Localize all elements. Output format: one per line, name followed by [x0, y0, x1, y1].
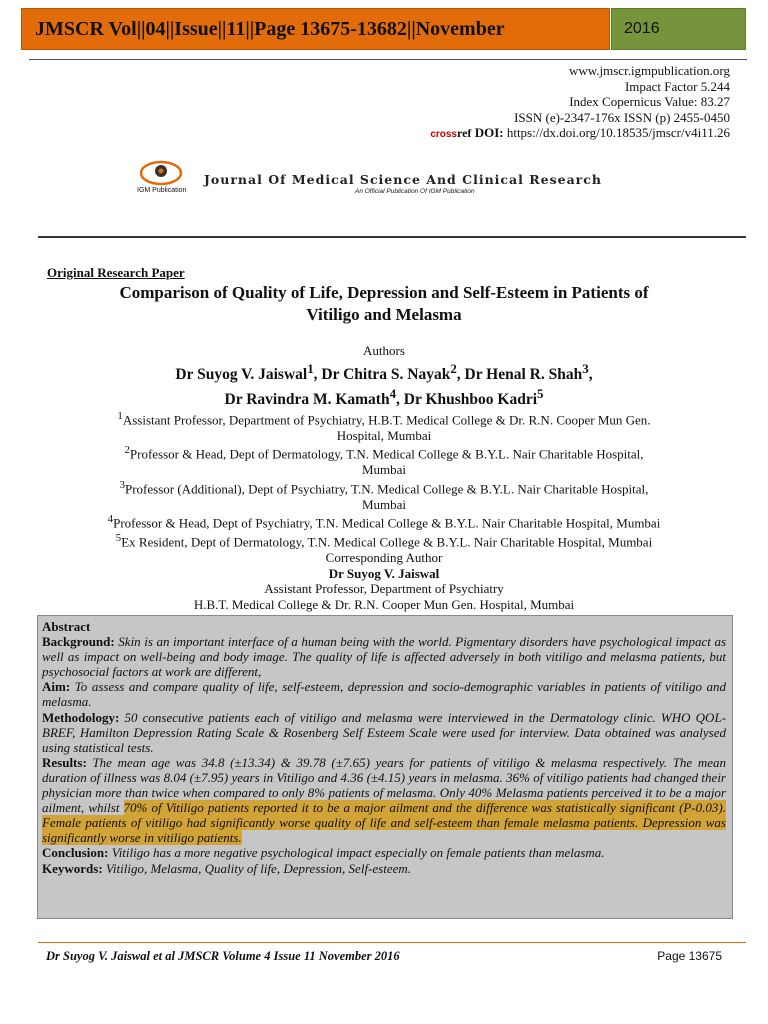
impact-factor: Impact Factor 5.244 — [624, 78, 730, 94]
title-line-2: Vitiligo and Melasma — [306, 305, 462, 324]
results-highlight: 70% of Vitiligo patients reported it to be a major ailment and the difference was statistically significant (P-0.03). Female patients of vitiligo had significantly worse quality of life and self-esteem than female melasma patients. Depression was significantly worse in vitiligo patients. — [42, 800, 726, 846]
journal-meta — [430, 63, 730, 143]
conclusion-label: Conclusion: — [42, 845, 109, 861]
index-copernicus: Index Copernicus Value: 83.27 — [569, 94, 730, 110]
author-names-line-1 — [40, 359, 728, 384]
background-label: Background: — [42, 634, 115, 650]
author-name: Dr Chitra S. Nayak — [321, 365, 451, 383]
affiliation — [40, 512, 728, 531]
affiliation-cont: Mumbai — [361, 496, 407, 512]
aim-text: To assess and compare quality of life, self-esteem, depression and socio-demographic variables in patients of vitiligo and melasma. — [42, 679, 727, 710]
footer-citation: Dr Suyog V. Jaiswal et al JMSCR Volume 4 Issue 11 November 2016 — [46, 949, 400, 963]
crossref-ref: ref — [457, 126, 472, 141]
author-sup: 2 — [450, 360, 457, 376]
corresponding-position: Assistant Professor, Department of Psychiatry — [264, 581, 504, 597]
footer-rule — [38, 942, 746, 943]
page-number: Page 13675 — [657, 949, 722, 963]
website-link[interactable]: www.jmscr.igmpublication.org — [568, 63, 730, 78]
author-sup: 5 — [537, 385, 544, 401]
crossref-logo: cross — [430, 129, 457, 141]
affiliation-sup: 1 — [117, 409, 123, 422]
author-sep: , — [588, 365, 593, 383]
affiliation-sup: 5 — [115, 532, 122, 545]
affiliation-cont: Mumbai — [361, 462, 407, 478]
author-name: Dr Suyog V. Jaiswal — [175, 365, 308, 383]
publisher-small: IGM Publication — [137, 187, 187, 194]
paper-type: Original Research Paper — [47, 265, 185, 280]
doi-line — [430, 125, 730, 143]
author-name: Dr Khushboo Kadri — [403, 390, 538, 408]
affiliation-text: Professor & Head, Dept of Psychiatry, T.N. Medical College & B.Y.L. Nair Charitable Hospital, Mumbai — [113, 515, 661, 531]
methodology-text: 50 consecutive patients each of vitiligo and melasma were interviewed in the Dermatology clinic. WHO QOL-BREF, Hamilton Depression Rating Scale & Rosenberg Self Esteem Scale were used for interview. Data obtained was analysed using statistical tests. — [42, 709, 727, 755]
author-sep: , — [313, 365, 322, 383]
igm-logo-icon — [136, 157, 186, 189]
paper-title — [40, 282, 728, 326]
affiliation-sup: 3 — [119, 478, 125, 491]
affiliation-cont: Hospital, Mumbai — [336, 427, 432, 443]
author-sup: 4 — [389, 385, 397, 401]
author-sep: , — [456, 365, 465, 383]
section-rule — [38, 236, 746, 238]
affiliation-sup: 4 — [107, 513, 114, 526]
doi-link[interactable]: https://dx.doi.org/10.18535/jmscr/v4i11.26 — [506, 125, 730, 141]
header-rule — [29, 59, 747, 60]
background-text: Skin is an important interface of a human being with the world. Pigmentary disorders have psychological impact as well as impact on well-being and body image. The quality of life is affected adversely in both vitiligo and melasma patients, but psychosocial factors at work are different, — [42, 634, 727, 680]
abstract-box — [37, 615, 733, 919]
authors-block — [40, 343, 728, 628]
year-text: 2016 — [624, 20, 660, 37]
corresponding-institution: H.B.T. Medical College & Dr. R.N. Cooper Mun Gen. Hospital, Mumbai — [193, 597, 575, 613]
results-text: The mean age was 34.8 (±13.34) & 39.78 (±7.65) years for patients of vitiligo & melasma respectively. The mean duration of illness was 8.04 (±7.95) years in Vitiligo and 4.36 (±4.15) years in melasma. 36% of vitiligo patients had changed their physician more than twice when compared to only 8% patients of melasma. Only 40% Melasma patients perceived it to be a major ailment, whilst — [42, 754, 727, 816]
author-name: Dr Henal R. Shah — [464, 365, 583, 383]
corresponding-name: Dr Suyog V. Jaiswal — [328, 565, 440, 581]
author-name: Dr Ravindra M. Kamath — [224, 390, 390, 408]
affiliation-text: Professor (Additional), Dept of Psychiatry, T.N. Medical College & B.Y.L. Nair Charitable Hospital, — [125, 481, 649, 497]
author-sup: 3 — [582, 360, 589, 376]
affiliation-text: Professor & Head, Dept of Dermatology, T.N. Medical College & B.Y.L. Nair Charitable Hospital, — [129, 446, 644, 462]
banner-text: JMSCR Vol||04||Issue||11||Page 13675-13682||November — [35, 18, 505, 40]
author-sup: 1 — [307, 360, 314, 376]
issn: ISSN (e)-2347-176x ISSN (p) 2455-0450 — [514, 109, 730, 125]
author-sep: , — [396, 390, 404, 408]
aim-label: Aim: — [42, 679, 71, 695]
results-label: Results: — [42, 754, 87, 770]
affiliation — [40, 531, 728, 550]
methodology-label: Methodology: — [42, 709, 120, 725]
affiliation-text: Ex Resident, Dept of Dermatology, T.N. Medical College & B.Y.L. Nair Charitable Hospital, Mumbai — [121, 534, 653, 550]
title-line-1: Comparison of Quality of Life, Depression and Self-Esteem in Patients of — [119, 283, 649, 302]
affiliation — [40, 478, 728, 497]
doi-label: DOI: — [471, 125, 504, 141]
affiliation-text: Assistant Professor, Department of Psychiatry, H.B.T. Medical College & Dr. R.N. Cooper Mun Gen. — [122, 412, 651, 428]
corresponding-label: Corresponding Author — [325, 550, 443, 566]
abstract-heading: Abstract — [42, 619, 91, 634]
year-banner — [611, 8, 746, 50]
journal-name: Journal Of Medical Science And Clinical Research — [204, 172, 602, 187]
affiliation-sup: 2 — [124, 444, 130, 457]
author-names-line-2 — [40, 384, 728, 409]
affiliation — [40, 443, 728, 462]
keywords-label: Keywords: — [42, 860, 103, 876]
journal-banner — [21, 8, 610, 50]
conclusion-text: Vitiligo has a more negative psychological impact especially on female patients than melasma. — [111, 845, 605, 861]
affiliation — [40, 409, 728, 428]
journal-subtitle: An Official Publication Of IGM Publication — [355, 188, 475, 195]
authors-label: Authors — [363, 343, 405, 358]
keywords-text: Vitiligo, Melasma, Quality of life, Depression, Self-esteem. — [105, 860, 412, 876]
